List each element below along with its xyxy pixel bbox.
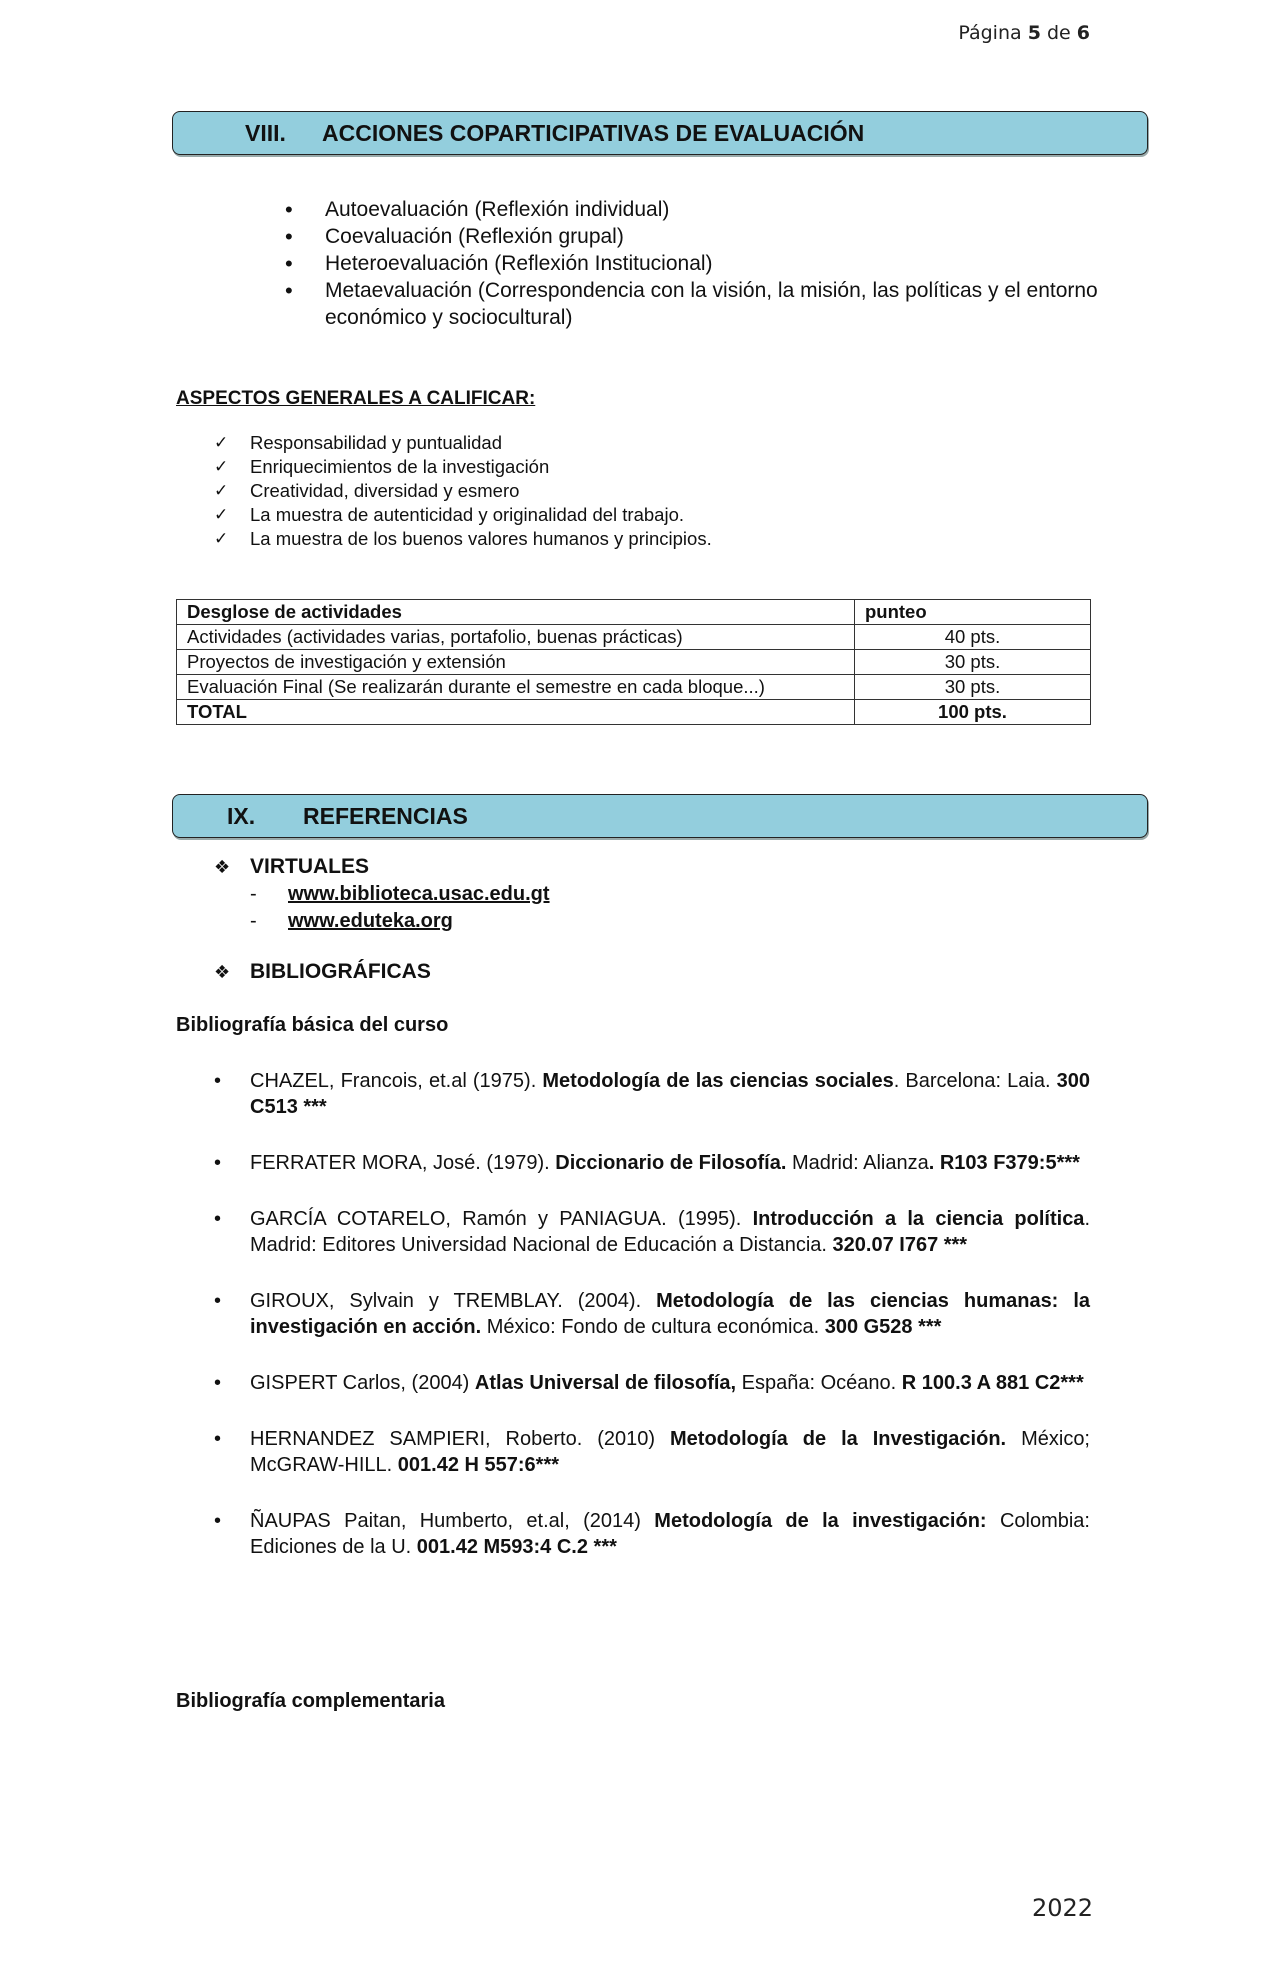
section-8-number: VIII.	[245, 119, 286, 146]
reference-item: • HERNANDEZ SAMPIERI, Roberto. (2010) Metodología de la Investigación. México; McGRAW-HILL. 001.42 H 557:6***	[212, 1426, 1090, 1478]
check-item: ✓ La muestra de autenticidad y originalidad del trabajo.	[212, 503, 712, 527]
evaluation-list	[285, 196, 1105, 331]
check-item: ✓ Enriquecimientos de la investigación	[212, 455, 712, 479]
check-item: ✓ La muestra de los buenos valores humanos y principios.	[212, 527, 712, 551]
section-8-header	[172, 111, 1148, 155]
link-eduteka[interactable]: www.eduteka.org	[288, 910, 453, 932]
biblio-refs-label: ❖ BIBLIOGRÁFICAS	[214, 960, 431, 983]
reference-item: • GISPERT Carlos, (2004) Atlas Universal de filosofía, España: Océano. R 100.3 A 881 C2***	[212, 1370, 1090, 1396]
table-cell: Evaluación Final (Se realizarán durante el semestre en cada bloque...)	[177, 675, 855, 700]
check-item: ✓ Creatividad, diversidad y esmero	[212, 479, 712, 503]
table-cell: 30 pts.	[855, 650, 1091, 675]
basic-bibliography-heading: Bibliografía básica del curso	[176, 1014, 449, 1036]
section-9-title: REFERENCIAS	[303, 802, 468, 829]
page-separator: de	[1046, 22, 1071, 44]
table-cell: 30 pts.	[855, 675, 1091, 700]
table-total-row	[177, 700, 1091, 725]
virtual-links: - www.biblioteca.usac.edu.gt - www.eduteka.org	[250, 883, 550, 932]
link-biblioteca[interactable]: www.biblioteca.usac.edu.gt	[288, 883, 550, 905]
aspects-heading: ASPECTOS GENERALES A CALIFICAR:	[176, 388, 536, 409]
table-row	[177, 650, 1091, 675]
section-8-title: ACCIONES COPARTICIPATIVAS DE EVALUACIÓN	[322, 119, 865, 146]
table-row	[177, 625, 1091, 650]
reference-item: • GIROUX, Sylvain y TREMBLAY. (2004). Metodología de las ciencias humanas: la investigación en acción. México: Fondo de cultura económica. 300 G528 ***	[212, 1288, 1090, 1340]
reference-item: • CHAZEL, Francois, et.al (1975). Metodología de las ciencias sociales. Barcelona: Laia. 300 C513 ***	[212, 1068, 1090, 1120]
table-row	[177, 675, 1091, 700]
page-total: 6	[1076, 22, 1090, 44]
complementary-bibliography-heading: Bibliografía complementaria	[176, 1690, 445, 1712]
page-label: Página	[958, 22, 1022, 44]
reference-list	[212, 1068, 1090, 1590]
list-item: • Metaevaluación (Correspondencia con la visión, la misión, las políticas y el entorno económico y sociocultural)	[285, 277, 1105, 331]
list-item: • Heteroevaluación (Reflexión Institucional)	[285, 250, 1105, 277]
activities-table	[176, 599, 1091, 725]
reference-item: • GARCÍA COTARELO, Ramón y PANIAGUA. (1995). Introducción a la ciencia política. Madrid: Editores Universidad Nacional de Educación a Distancia. 320.07 I767 ***	[212, 1206, 1090, 1258]
table-cell: Proyectos de investigación y extensión	[177, 650, 855, 675]
page-number	[958, 22, 1090, 44]
diamond-bullet-icon: ❖	[214, 962, 231, 983]
aspects-list	[212, 431, 712, 551]
table-header-row	[177, 600, 1091, 625]
virtual-refs-label: ❖ VIRTUALES	[214, 855, 370, 878]
table-cell: Actividades (actividades varias, portafolio, buenas prácticas)	[177, 625, 855, 650]
reference-item: • ÑAUPAS Paitan, Humberto, et.al, (2014) Metodología de la investigación: Colombia: Ediciones de la U. 001.42 M593:4 C.2 ***	[212, 1508, 1090, 1560]
section-9-number: IX.	[227, 802, 256, 829]
diamond-bullet-icon: ❖	[214, 857, 231, 878]
list-item: • Autoevaluación (Reflexión individual)	[285, 196, 1105, 223]
list-item: • Coevaluación (Reflexión grupal)	[285, 223, 1105, 250]
footer-year: 2022	[1032, 1894, 1094, 1922]
check-item: ✓ Responsabilidad y puntualidad	[212, 431, 712, 455]
table-header-cell: punteo	[855, 600, 1091, 625]
reference-item: • FERRATER MORA, José. (1979). Diccionario de Filosofía. Madrid: Alianza. R103 F379:5***	[212, 1150, 1090, 1176]
table-cell: 100 pts.	[855, 700, 1091, 725]
section-9-header	[172, 794, 1148, 838]
page-current: 5	[1027, 22, 1041, 44]
table-cell: 40 pts.	[855, 625, 1091, 650]
table-cell: TOTAL	[177, 700, 855, 725]
table-header-cell: Desglose de actividades	[177, 600, 855, 625]
